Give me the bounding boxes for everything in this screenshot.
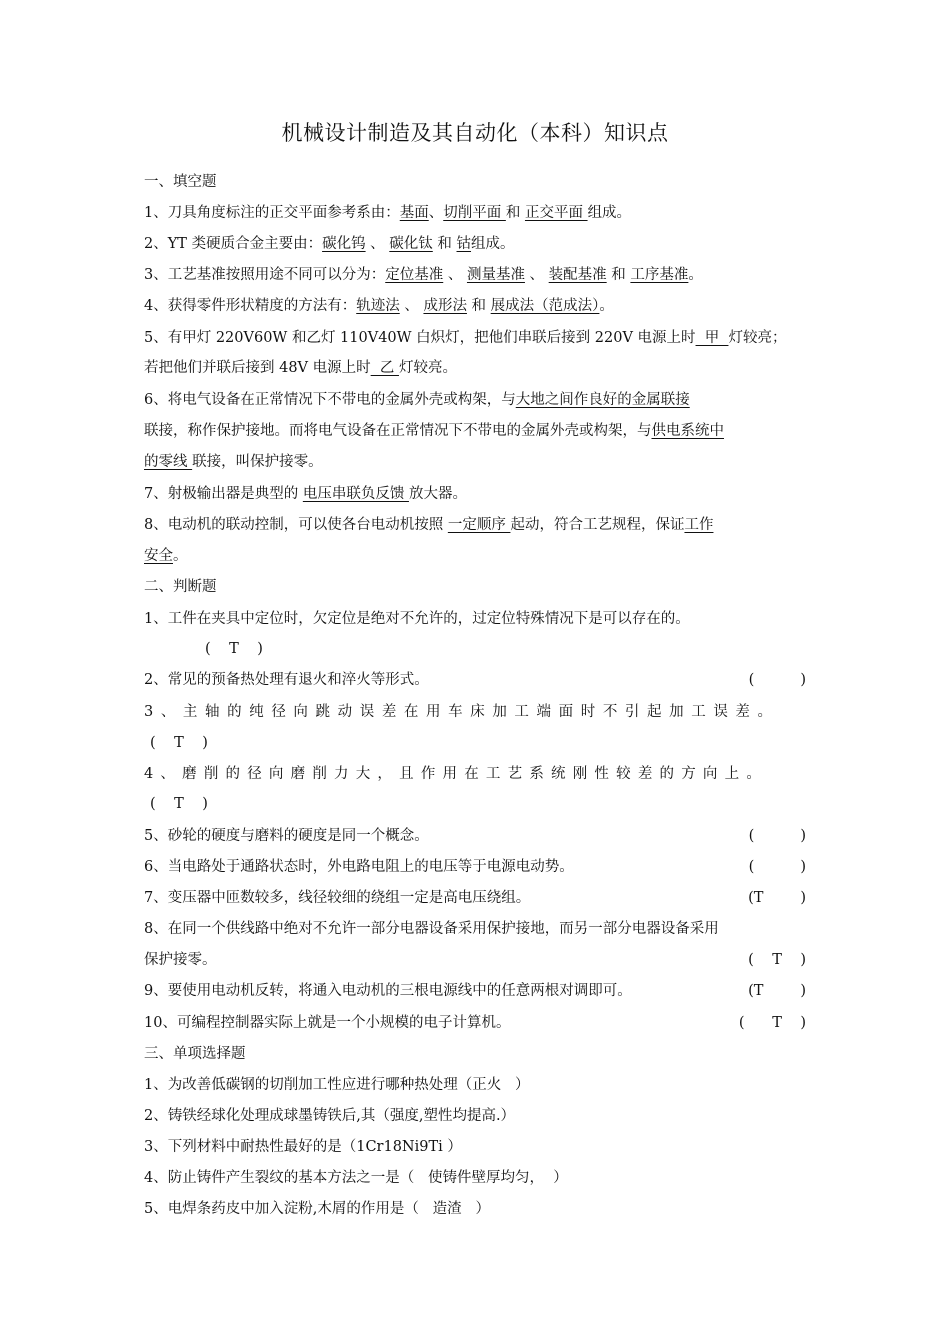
answer: 展成法（范成法） (490, 298, 600, 314)
separator: 、 (428, 205, 444, 221)
question-text: 联接，叫保护接零。 (192, 454, 323, 470)
answer: 测量基准 (466, 267, 525, 283)
section-heading-fill-blank: 一、填空题 (144, 174, 217, 190)
choice-question-3: 3、下列材料中耐热性最好的是（1Cr18Ni9Ti ） (144, 1139, 462, 1155)
judge-question-5: 5、砂轮的硬度与磨料的硬度是同一个概念。 (144, 828, 429, 844)
answer: 供电系统中 (651, 423, 724, 439)
judge-question-3 (144, 702, 806, 722)
question-text: 组成。 (471, 236, 515, 252)
question-text: 。 (599, 298, 614, 314)
question-text: 联接，称作保护接地。而将电气设备在正常情况下不带电的金属外壳或构架，与 (144, 423, 652, 439)
judge-question-4 (144, 764, 806, 784)
judge-question-1: 1、工件在夹具中定位时，欠定位是绝对不允许的，过定位特殊情况下是可以存在的。 (144, 611, 690, 627)
judge-answer-4: ( T ) (150, 796, 208, 812)
judge-question-2: 2、常见的预备热处理有退火和淬火等形式。 (144, 672, 429, 688)
fill-question-1 (144, 203, 631, 223)
choice-question-4: 4、防止铸件产生裂纹的基本方法之一是（ 使铸件壁厚均匀， ） (144, 1170, 568, 1186)
section-heading-true-false: 二、判断题 (144, 579, 217, 595)
answer: 钴 (456, 236, 472, 252)
fill-question-2 (144, 234, 515, 254)
answer: 大地之间作良好的金属联接 (515, 392, 690, 408)
question-text: 灯较亮。 (398, 360, 457, 376)
fill-question-6-line-1 (144, 390, 690, 410)
judge-answer-2: ( ) (748, 672, 806, 688)
separator: 和 (432, 236, 457, 252)
question-text: 若把他们并联后接到 48V 电源上时 (144, 360, 371, 376)
answer: 电压串联负反馈 (302, 486, 409, 502)
question-text: 4、磨削的径向磨削力大，且作用在工艺系统刚性较差的方向上。 (144, 766, 769, 782)
answer: 的零线 (144, 454, 193, 470)
answer: 碳化钨 (322, 236, 366, 252)
question-text: 5、有甲灯 220V60W 和乙灯 110V40W 白炽灯，把他们串联后接到 220V 电源上时 (144, 330, 696, 346)
question-text: 4、获得零件形状精度的方法有： (144, 298, 357, 314)
judge-answer-7: (T ) (748, 890, 806, 906)
question-text: 8、电动机的联动控制，可以使各台电动机按照 (144, 517, 448, 533)
separator: 和 (466, 298, 491, 314)
judge-question-6: 6、当电路处于通路状态时，外电路电阻上的电压等于电源电动势。 (144, 859, 574, 875)
judge-answer-3: ( T ) (150, 735, 208, 751)
separator: 、 (443, 267, 467, 283)
separator: 和 (606, 267, 631, 283)
separator: 、 (399, 298, 424, 314)
judge-question-8-line-2: 保护接零。 (144, 952, 217, 968)
answer: 甲 (695, 330, 729, 346)
judge-question-9: 9、要使用电动机反转，将通入电动机的三根电源线中的任意两根对调即可。 (144, 983, 632, 999)
separator: 、 (524, 267, 549, 283)
judge-question-8-line-1: 8、在同一个供线路中绝对不允许一部分电器设备采用保护接地，而另一部分电器设备采用 (144, 921, 719, 937)
question-text: 3、主轴的纯径向跳动误差在用车床加工端面时不引起加工误差。 (144, 704, 780, 720)
answer: 切削平面 (443, 205, 506, 221)
answer: 安全 (144, 548, 173, 564)
judge-answer-8: ( T ) (748, 952, 806, 968)
fill-question-8-line-2 (144, 546, 188, 566)
judge-answer-9: (T ) (748, 983, 806, 999)
question-text: 1、刀具角度标注的正交平面参考系由： (144, 205, 400, 221)
answer: 工作 (684, 517, 714, 533)
answer: 正交平面 (524, 205, 588, 221)
separator: 、 (365, 236, 390, 252)
choice-question-2: 2、铸铁经球化处理成球墨铸铁后,其（强度,塑性均提高.） (144, 1108, 516, 1124)
fill-question-3 (144, 265, 703, 285)
fill-question-5-line-1 (144, 328, 786, 348)
choice-question-5: 5、电焊条药皮中加入淀粉,木屑的作用是（ 造渣 ） (144, 1201, 490, 1217)
choice-question-1: 1、为改善低碳钢的切削加工性应进行哪种热处理（正火 ） (144, 1077, 530, 1093)
question-text: 起动，符合工艺规程，保证 (510, 517, 685, 533)
judge-answer-6: ( ) (748, 859, 806, 875)
question-text: 组成。 (587, 205, 632, 221)
fill-question-8-line-1 (144, 515, 713, 535)
question-text: 灯较亮； (728, 330, 787, 346)
answer: 一定顺序 (447, 517, 511, 533)
judge-question-10: 10、可编程控制器实际上就是一个小规模的电子计算机。 (144, 1015, 511, 1031)
judge-question-7: 7、变压器中匝数较多，线径较细的绕组一定是高电压绕组。 (144, 890, 531, 906)
judge-answer-1: ( T ) (205, 641, 263, 657)
fill-question-6-line-3 (144, 452, 323, 472)
fill-question-6-line-2 (144, 421, 724, 441)
answer: 定位基准 (385, 267, 444, 283)
answer: 工序基准 (630, 267, 689, 283)
section-heading-single-choice: 三、单项选择题 (144, 1046, 246, 1062)
question-text: 3、工艺基准按照用途不同可以分为： (144, 267, 386, 283)
answer: 轨迹法 (356, 298, 400, 314)
answer: 装配基准 (548, 267, 607, 283)
question-text: 放大器。 (408, 486, 467, 502)
question-text: 2、YT 类硬质合金主要由： (144, 236, 323, 252)
judge-answer-5: ( ) (748, 828, 806, 844)
question-text: 。 (173, 548, 188, 564)
question-text: 7、射极输出器是典型的 (144, 486, 303, 502)
judge-answer-10: ( T ) (738, 1015, 806, 1031)
fill-question-7 (144, 484, 467, 504)
fill-question-4 (144, 296, 614, 316)
answer: 碳化钛 (389, 236, 433, 252)
question-text: 。 (688, 267, 703, 283)
answer: 基面 (399, 205, 429, 221)
page-title: 机械设计制造及其自动化（本科）知识点 (281, 121, 669, 145)
answer: 乙 (370, 360, 399, 376)
answer: 成形法 (423, 298, 467, 314)
fill-question-5-line-2 (144, 358, 457, 378)
separator: 和 (505, 205, 525, 221)
question-text: 6、将电气设备在正常情况下不带电的金属外壳或构架，与 (144, 392, 516, 408)
